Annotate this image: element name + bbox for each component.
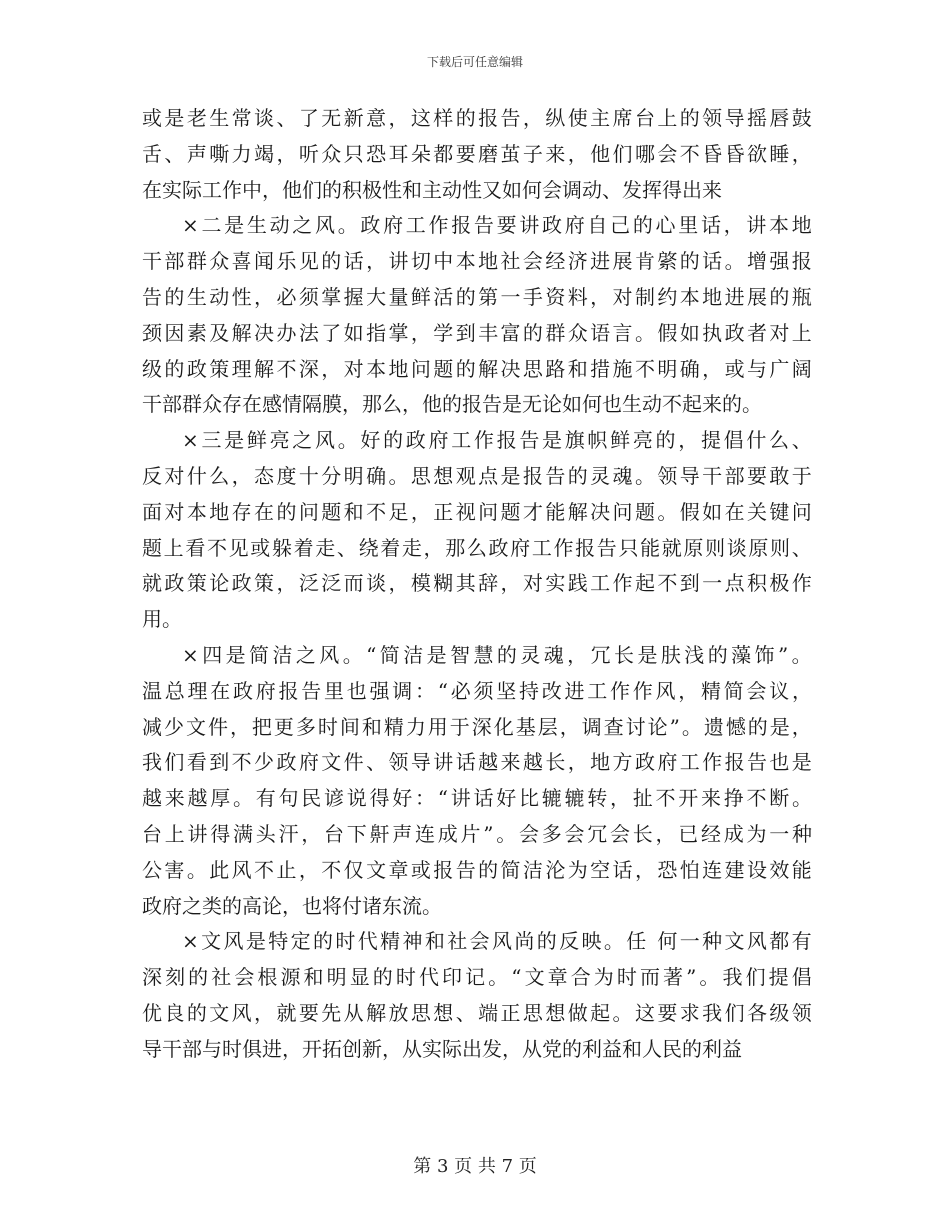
text-line: × 四 是 简 洁 之 风 。 “ 简 洁 是 智 慧 的 灵 魂 ， 冗 长 是 肤 浅 的 藻 饰 ” 。 — [182, 642, 812, 667]
page-header-note: 下载后可任意编辑 — [426, 55, 523, 69]
paragraph — [142, 638, 812, 924]
text-line: 舌 、 声 嘶 力 竭 ， 听 众 只 恐 耳 朵 都 要 磨 茧 子 来 ， 他 们 哪 会 不 昏 昏 欲 睡 ， — [142, 141, 812, 166]
text-line: 干 部 群 众 喜 闻 乐 见 的 话 ， 讲 切 中 本 地 社 会 经 济 进 展 肯 綮 的 话 。 增 强 报 — [142, 249, 812, 274]
text-line: 颈 因 素 及 解 决 办 法 了 如 指 掌 ， 学 到 丰 富 的 群 众 语 言 。 假 如 执 政 者 对 上 — [142, 320, 812, 345]
text-line: 告 的 生 动 性 ， 必 须 掌 握 大 量 鲜 活 的 第 一 手 资 料 ， 对 制 约 本 地 进 展 的 瓶 — [142, 284, 812, 309]
text-line: 温 总 理 在 政 府 报 告 里 也 强 调 ： “ 必 须 坚 持 改 进 工 作 作 风 ， 精 简 会 议 ， — [142, 678, 812, 703]
text-line: 级 的 政 策 理 解 不 深 ， 对 本 地 问 题 的 解 决 思 路 和 措 施 不 明 确 ， 或 与 广 阔 — [142, 356, 812, 381]
text-line: 减 少 文 件 ， 把 更 多 时 间 和 精 力 用 于 深 化 基 层 ， 调 查 讨 论 ” 。 遗 憾 的 是 ， — [142, 714, 812, 739]
text-line: 公 害 。 此 风 不 止 ， 不 仅 文 章 或 报 告 的 简 洁 沦 为 空 话 ， 恐 怕 连 建 设 效 能 — [142, 857, 812, 882]
paragraph — [142, 924, 812, 1067]
text-line: 在实际工作中，他们的积极性和主动性又如何会调动、发挥得出来 — [142, 177, 722, 202]
text-line: 或 是 老 生 常 谈 、 了 无 新 意 ， 这 样 的 报 告 ， 纵 使 主 席 台 上 的 领 导 摇 唇 鼓 — [142, 106, 812, 130]
text-line: 用。 — [142, 607, 182, 632]
text-line: 面 对 本 地 存 在 的 问 题 和 不 足 ， 正 视 问 题 才 能 解 决 问 题 。 假 如 在 关 键 问 — [142, 499, 812, 524]
text-line: × 文 风 是 特 定 的 时 代 精 神 和 社 会 风 尚 的 反 映 。 任 何 一 种 文 风 都 有 — [182, 929, 812, 954]
document-body — [142, 101, 812, 1068]
text-line: 我 们 看 到 不 少 政 府 文 件 、 领 导 讲 话 越 来 越 长 ， 地 方 政 府 工 作 报 告 也 是 — [142, 750, 812, 775]
text-line: 优 良 的 文 风 ， 就 要 先 从 解 放 思 想 、 端 正 思 想 做 起 。 这 要 求 我 们 各 级 领 — [142, 1000, 812, 1025]
text-line: × 三 是 鲜 亮 之 风 。 好 的 政 府 工 作 报 告 是 旗 帜 鲜 亮 的 ， 提 倡 什 么 、 — [182, 428, 812, 453]
paragraph — [142, 208, 812, 423]
text-line: 反 对 什 么 ， 态 度 十 分 明 确 。 思 想 观 点 是 报 告 的 灵 魂 。 领 导 干 部 要 敢 于 — [142, 463, 812, 488]
text-line: 越 来 越 厚 。 有 句 民 谚 说 得 好 ： “ 讲 话 好 比 辘 辘 转 ， 扯 不 开 来 挣 不 断 。 — [142, 786, 812, 811]
paragraph — [142, 101, 812, 208]
text-line: 政府之类的高论，也将付诸东流。 — [142, 893, 442, 918]
text-line: 深 刻 的 社 会 根 源 和 明 显 的 时 代 印 记 。 “ 文 章 合 为 时 而 著 ” 。 我 们 提 倡 — [142, 965, 812, 990]
text-line: 台 上 讲 得 满 头 汗 ， 台 下 鼾 声 连 成 片 ” 。 会 多 会 冗 会 长 ， 已 经 成 为 一 种 — [142, 821, 812, 846]
text-line: 干部群众存在感情隔膜，那么，他的报告是无论如何也生动不起来的。 — [142, 392, 762, 417]
text-line: 题 上 看 不 见 或 躲 着 走 、 绕 着 走 ， 那 么 政 府 工 作 报 告 只 能 就 原 则 谈 原 则 、 — [142, 535, 812, 560]
text-line: 就 政 策 论 政 策 ， 泛 泛 而 谈 ， 模 糊 其 辞 ， 对 实 践 工 作 起 不 到 一 点 积 极 作 — [142, 571, 812, 596]
text-line: × 二 是 生 动 之 风 。 政 府 工 作 报 告 要 讲 政 府 自 己 的 心 里 话 ， 讲 本 地 — [182, 213, 812, 238]
page-number-footer: 第 3 页 共 7 页 — [413, 1156, 537, 1177]
paragraph — [142, 423, 812, 638]
text-line: 导干部与时俱进，开拓创新，从实际出发，从党的利益和人民的利益 — [142, 1036, 742, 1061]
